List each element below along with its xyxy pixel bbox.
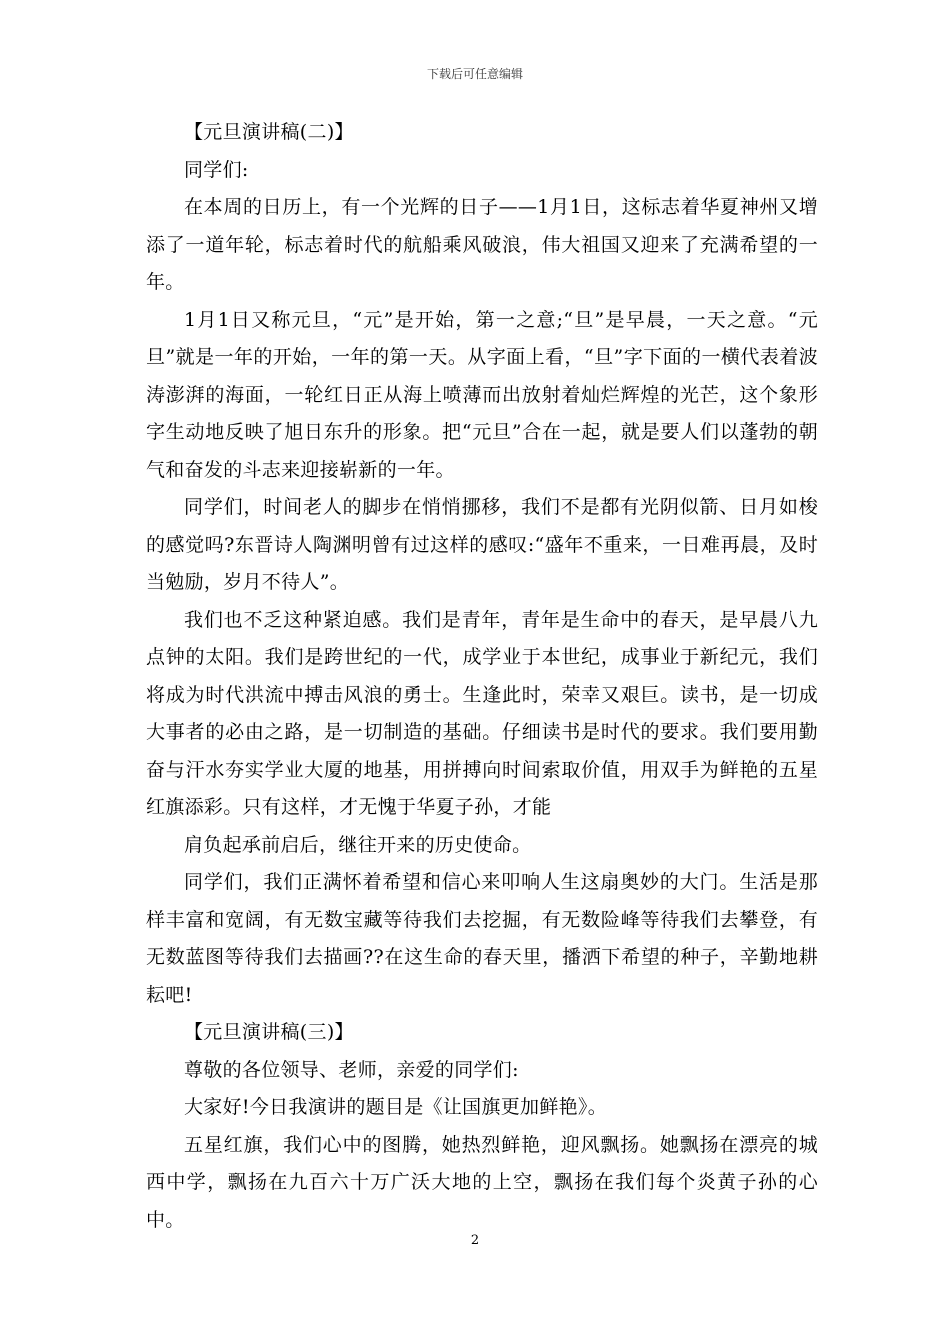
document-body <box>146 114 818 1239</box>
paragraph: 1月1日又称元旦，“元”是开始，第一之意;“旦”是早晨，一天之意。“元旦”就是一年的开始，一年的第一天。从字面上看，“旦”字下面的一横代表着波涛澎湃的海面，一轮红日正从海上喷薄而出放射着灿烂辉煌的光芒，这个象形字生动地反映了旭日东升的形象。把“元旦”合在一起，就是要人们以蓬勃的朝气和奋发的斗志来迎接崭新的一年。 <box>146 308 818 481</box>
paragraph: 在本周的日历上，有一个光辉的日子——1月1日，这标志着华夏神州又增添了一道年轮，标志着时代的航船乘风破浪，伟大祖国又迎来了充满希望的一年。 <box>146 196 818 293</box>
paragraph: 我们也不乏这种紧迫感。我们是青年，青年是生命中的春天，是早晨八九点钟的太阳。我们是跨世纪的一代，成学业于本世纪，成事业于新纪元，我们将成为时代洪流中搏击风浪的勇士。生逢此时，荣幸又艰巨。读书，是一切成大事者的必由之路，是一切制造的基础。仔细读书是时代的要求。我们要用勤奋与汗水夯实学业大厦的地基，用拼搏向时间索取价值，用双手为鲜艳的五星红旗添彩。只有这样，才无愧于华夏子孙，才能 <box>146 608 818 818</box>
page-header: 下载后可任意编辑 <box>426 67 523 81</box>
section-title-2: 【元旦演讲稿(二)】 <box>184 121 354 143</box>
salutation: 尊敬的各位领导、老师，亲爱的同学们: <box>184 1058 519 1081</box>
paragraph: 大家好!今日我演讲的题目是《让国旗更加鲜艳》。 <box>184 1096 608 1118</box>
paragraph: 同学们，我们正满怀着希望和信心来叩响人生这扇奥妙的大门。生活是那样丰富和宽阔，有无数宝藏等待我们去挖掘，有无数险峰等待我们去攀登，有无数蓝图等待我们去描画??在这生命的春天里，播洒下希望的种子，辛勤地耕耘吧! <box>146 871 818 1006</box>
paragraph: 肩负起承前启后，继往开来的历史使命。 <box>184 833 532 856</box>
section-title-3: 【元旦演讲稿(三)】 <box>184 1021 354 1043</box>
paragraph: 五星红旗，我们心中的图腾，她热烈鲜艳，迎风飘扬。她飘扬在漂亮的城西中学，飘扬在九百六十万广沃大地的上空，飘扬在我们每个炎黄子孙的心中。 <box>146 1133 818 1231</box>
page-number: 2 <box>470 1233 480 1248</box>
paragraph: 同学们，时间老人的脚步在悄悄挪移，我们不是都有光阴似箭、日月如梭的感觉吗?东晋诗人陶渊明曾有过这样的感叹:“盛年不重来，一日难再晨，及时当勉励，岁月不待人”。 <box>146 496 818 593</box>
salutation: 同学们: <box>184 158 249 181</box>
